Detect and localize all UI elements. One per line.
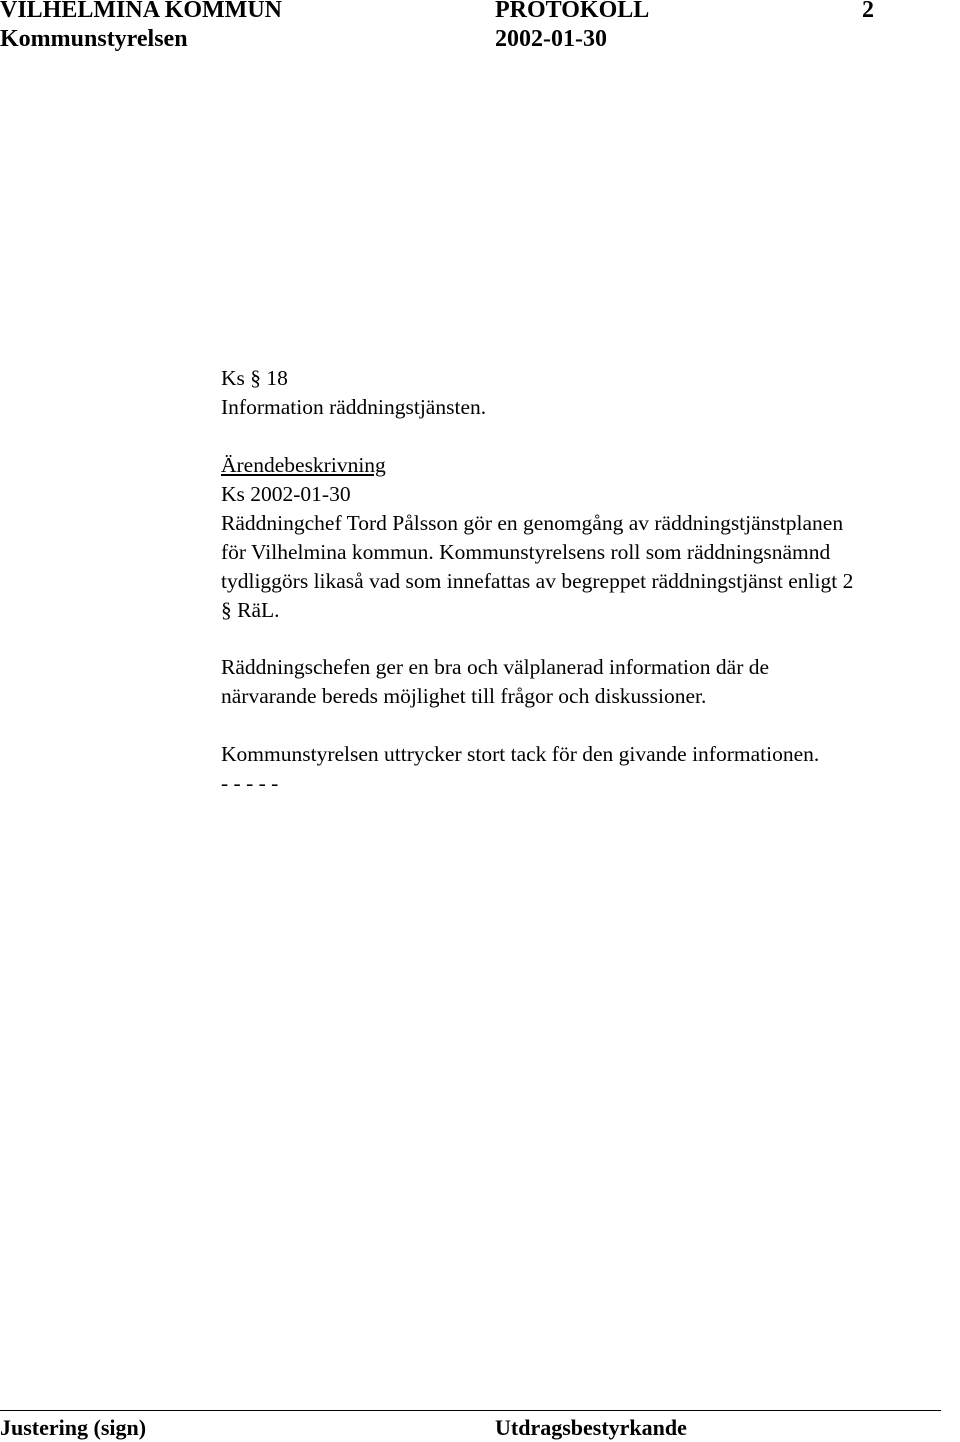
page-number: 2	[862, 0, 874, 23]
paragraph-line: Räddningchef Tord Pålsson gör en genomgång av räddningstjänstplanen	[221, 511, 844, 535]
paragraph-line: § RäL.	[221, 598, 280, 622]
document-type: PROTOKOLL	[495, 0, 650, 23]
paragraph-line: Räddningschefen ger en bra och välplanerad information där de	[221, 655, 770, 679]
case-heading: Ärendebeskrivning	[221, 453, 386, 477]
section-title: Information räddningstjänsten.	[221, 395, 487, 419]
paragraph-line: närvarande bereds möjlighet till frågor och diskussioner.	[221, 684, 707, 708]
footer-divider	[0, 1410, 941, 1411]
municipality-name: VILHELMINA KOMMUN	[0, 0, 282, 23]
paragraph-reference: Ks § 18	[221, 366, 288, 390]
paragraph-line: för Vilhelmina kommun. Kommunstyrelsens roll som räddningsnämnd	[221, 540, 831, 564]
extract-certification-label: Utdragsbestyrkande	[495, 1415, 687, 1440]
meeting-date: 2002-01-30	[495, 26, 607, 52]
paragraph-line: Kommunstyrelsen uttrycker stort tack för den givande informationen.	[221, 742, 820, 766]
end-marker: - - - - -	[221, 771, 279, 795]
committee-name: Kommunstyrelsen	[0, 26, 188, 52]
paragraph-line: tydliggörs likaså vad som innefattas av begreppet räddningstjänst enligt 2	[221, 569, 854, 593]
case-reference: Ks 2002-01-30	[221, 482, 351, 506]
signature-label: Justering (sign)	[0, 1415, 147, 1440]
